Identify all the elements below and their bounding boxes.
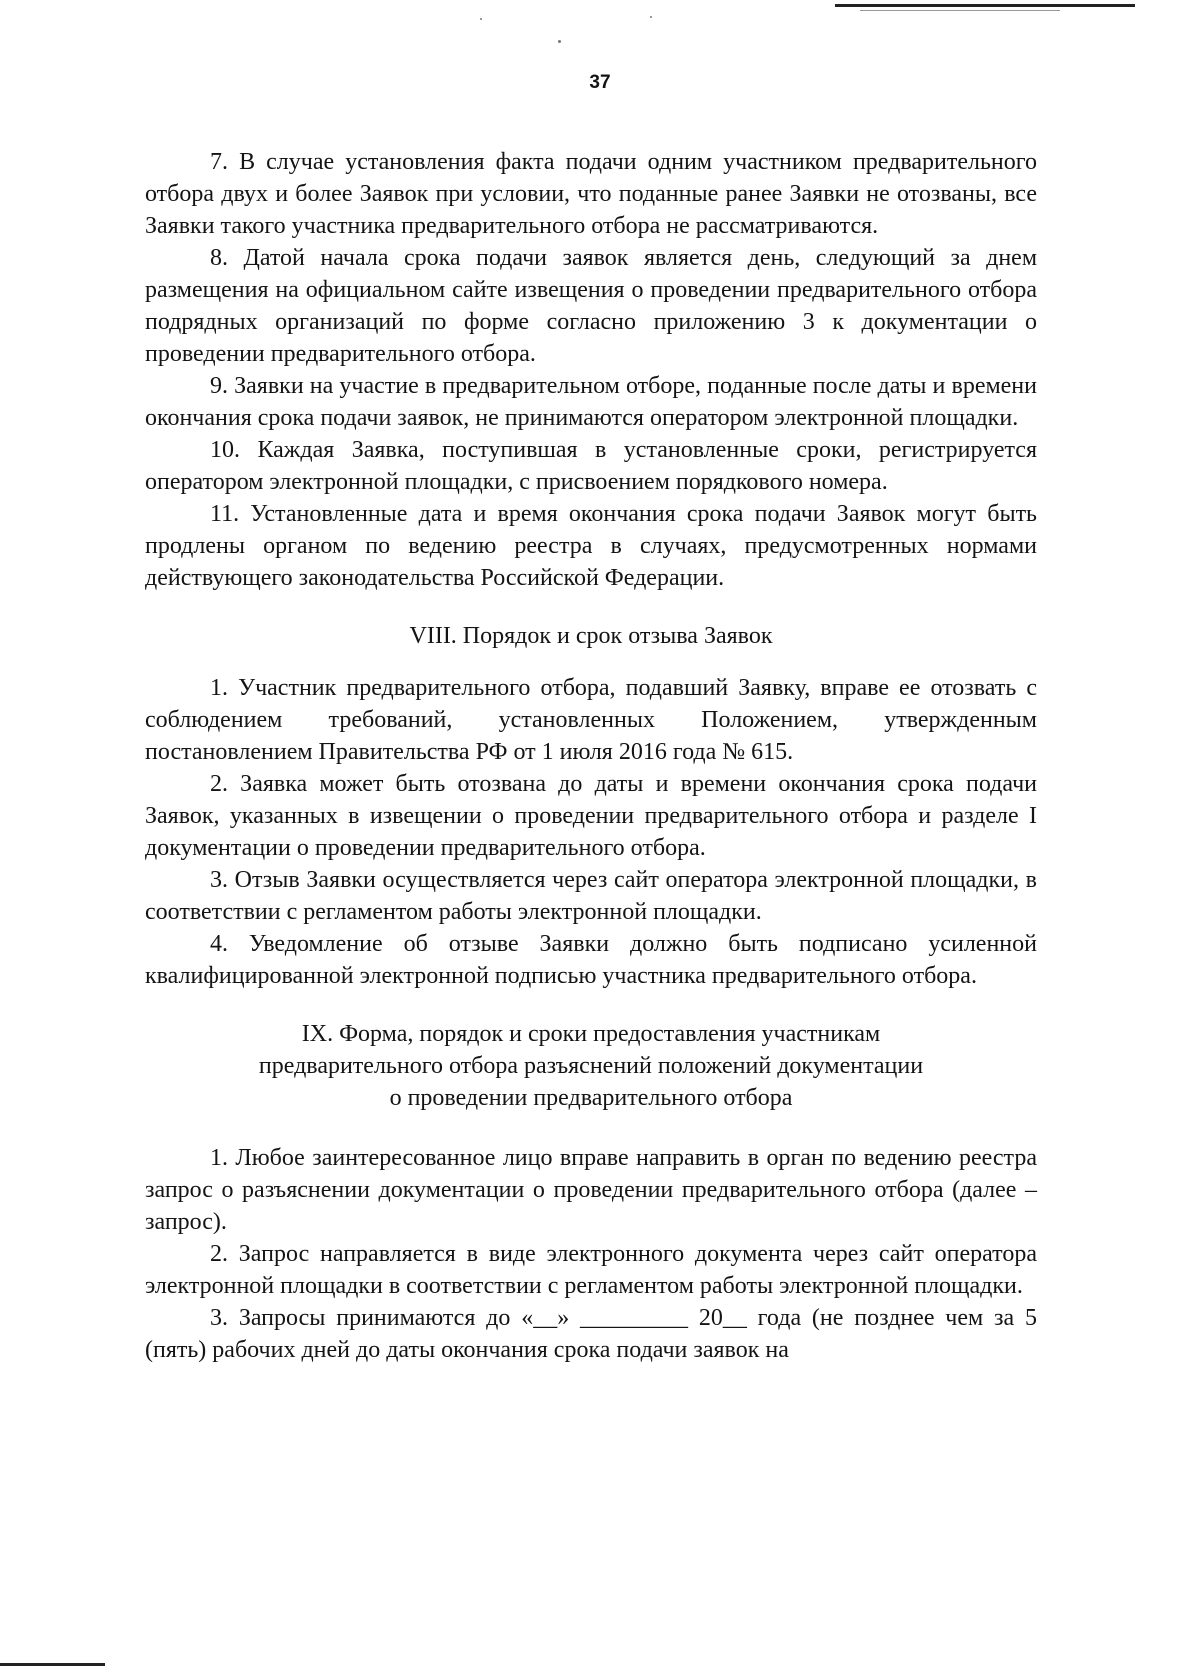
scan-speck: [558, 40, 561, 43]
scan-artifact-top-thin: [860, 10, 1060, 11]
section-ix-heading-line-3: о проведении предварительного отбора: [389, 1085, 793, 1111]
paragraph-10: 10. Каждая Заявка, поступившая в установленные сроки, регистрируется оператором электронной площадки, с присвоением порядкового номера.: [145, 437, 1037, 495]
section-viii-paragraph-1: 1. Участник предварительного отбора, подавший Заявку, вправе ее отозвать с соблюдением требований, установленных Положением, утвержденным постановлением Правительства РФ от 1 июля 2016 года № 615.: [145, 675, 1037, 765]
paragraph-9: 9. Заявки на участие в предварительном отборе, поданные после даты и времени окончания срока подачи заявок, не принимаются оператором электронной площадки.: [145, 373, 1037, 431]
scan-artifact-bottom: [0, 1663, 105, 1666]
paragraph-8: 8. Датой начала срока подачи заявок является день, следующий за днем размещения на официальном сайте извещения о проведении предварительного отбора подрядных организаций по форме согласно приложению 3 к документации о проведении предварительного отбора.: [145, 245, 1037, 367]
page-number: 37: [589, 72, 611, 93]
section-viii-heading: VIII. Порядок и срок отзыва Заявок: [409, 623, 773, 649]
scan-artifact-top: [835, 4, 1135, 7]
section-ix-paragraph-3: 3. Запросы принимаются до «__» _________ 20__ года (не позднее чем за 5 (пять) рабочих дней до даты окончания срока подачи заявок на: [145, 1305, 1037, 1363]
scan-speck: [650, 16, 652, 18]
document-body: [145, 146, 1037, 1366]
section-ix-paragraph-2: 2. Запрос направляется в виде электронного документа через сайт оператора электронной площадки в соответствии с регламентом работы электронной площадки.: [145, 1241, 1037, 1299]
section-viii-paragraph-2: 2. Заявка может быть отозвана до даты и времени окончания срока подачи Заявок, указанных в извещении о проведении предварительного отбора и разделе I документации о проведении предварительного отбора.: [145, 771, 1037, 861]
section-viii-paragraph-4: 4. Уведомление об отзыве Заявки должно быть подписано усиленной квалифицированной электронной подписью участника предварительного отбора.: [145, 931, 1037, 989]
section-viii-paragraph-3: 3. Отзыв Заявки осуществляется через сайт оператора электронной площадки, в соответствии с регламентом работы электронной площадки.: [145, 867, 1037, 925]
section-ix-heading: [145, 1018, 1037, 1114]
section-ix-paragraph-1: 1. Любое заинтересованное лицо вправе направить в орган по ведению реестра запрос о разъяснении документации о проведении предварительного отбора (далее – запрос).: [145, 1145, 1037, 1235]
scan-speck: [480, 18, 482, 20]
paragraph-11: 11. Установленные дата и время окончания срока подачи Заявок могут быть продлены органом по ведению реестра в случаях, предусмотренных нормами действующего законодательства Российской Федерации.: [145, 501, 1037, 591]
section-ix-heading-line-2: предварительного отбора разъяснений положений документации: [258, 1053, 924, 1079]
section-ix-heading-line-1: IX. Форма, порядок и сроки предоставления участникам: [301, 1021, 881, 1047]
paragraph-7: 7. В случае установления факта подачи одним участником предварительного отбора двух и более Заявок при условии, что поданные ранее Заявки не отозваны, все Заявки такого участника предварительного отбора не рассматриваются.: [145, 149, 1037, 239]
